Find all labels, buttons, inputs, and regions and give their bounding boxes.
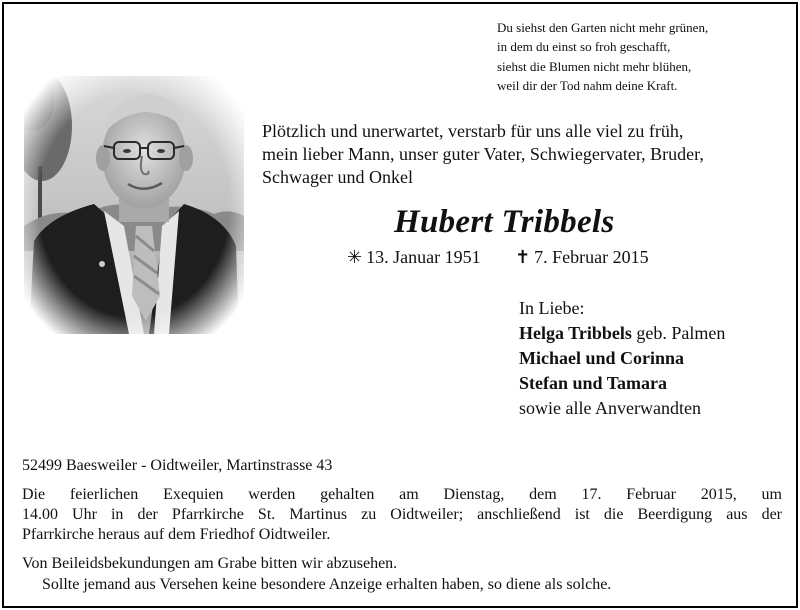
condolence-note: Von Beileidsbekundungen am Grabe bitten wir abzusehen. bbox=[22, 555, 398, 572]
death-cross-icon: ✝ bbox=[515, 247, 531, 267]
birth-star-icon: ✳ bbox=[347, 247, 363, 267]
ceremony-line: 14.00 Uhr in der Pfarrkirche St. Martinus zu Oidtweiler; anschließend ist die Beerdigung aus der bbox=[22, 506, 782, 523]
mourner-line bbox=[519, 371, 725, 396]
poem-line: siehst die Blumen nicht mehr blühen, bbox=[497, 58, 692, 74]
portrait-photo bbox=[24, 76, 244, 334]
mourner-children-1: Michael und Corinna bbox=[519, 348, 685, 368]
obituary-notice bbox=[2, 2, 798, 608]
mourner-line bbox=[519, 321, 725, 346]
death-date: 7. Februar 2015 bbox=[534, 247, 649, 267]
deceased-name: Hubert Tribbels bbox=[394, 204, 615, 240]
intro-line: Plötzlich und unerwartet, verstarb für uns alle viel zu früh, bbox=[262, 121, 684, 141]
ceremony-line: Die feierlichen Exequien werden gehalten am Dienstag, dem 17. Februar 2015, um bbox=[22, 486, 782, 503]
ceremony-info bbox=[22, 485, 782, 545]
mourner-wife-name: Helga Tribbels bbox=[519, 323, 632, 343]
ceremony-line: Pfarrkirche heraus auf dem Friedhof Oidtweiler. bbox=[22, 526, 331, 543]
mourner-line bbox=[519, 346, 725, 371]
poem-line: Du siehst den Garten nicht mehr grünen, bbox=[497, 20, 709, 35]
notice-note: Sollte jemand aus Versehen keine besondere Anzeige erhalten haben, so diene als solche. bbox=[42, 576, 612, 593]
intro-line: mein lieber Mann, unser guter Vater, Schwiegervater, Bruder, bbox=[262, 144, 704, 164]
intro-line: Schwager und Onkel bbox=[262, 167, 413, 187]
intro-text bbox=[262, 120, 704, 189]
memorial-poem bbox=[497, 18, 708, 95]
mourner-relatives: sowie alle Anverwandten bbox=[519, 398, 701, 418]
mourner-children-2: Stefan und Tamara bbox=[519, 373, 668, 393]
mourners-heading: In Liebe: bbox=[519, 298, 585, 318]
birth-date: 13. Januar 1951 bbox=[366, 247, 481, 267]
mourner-wife-maiden: geb. Palmen bbox=[631, 323, 726, 343]
poem-line: in dem du einst so froh geschafft, bbox=[497, 39, 671, 55]
mourners-list bbox=[519, 296, 725, 421]
family-address: 52499 Baesweiler - Oidtweiler, Martinstrasse 43 bbox=[22, 457, 333, 474]
poem-line: weil dir der Tod nahm deine Kraft. bbox=[497, 77, 678, 93]
life-dates bbox=[347, 247, 649, 268]
